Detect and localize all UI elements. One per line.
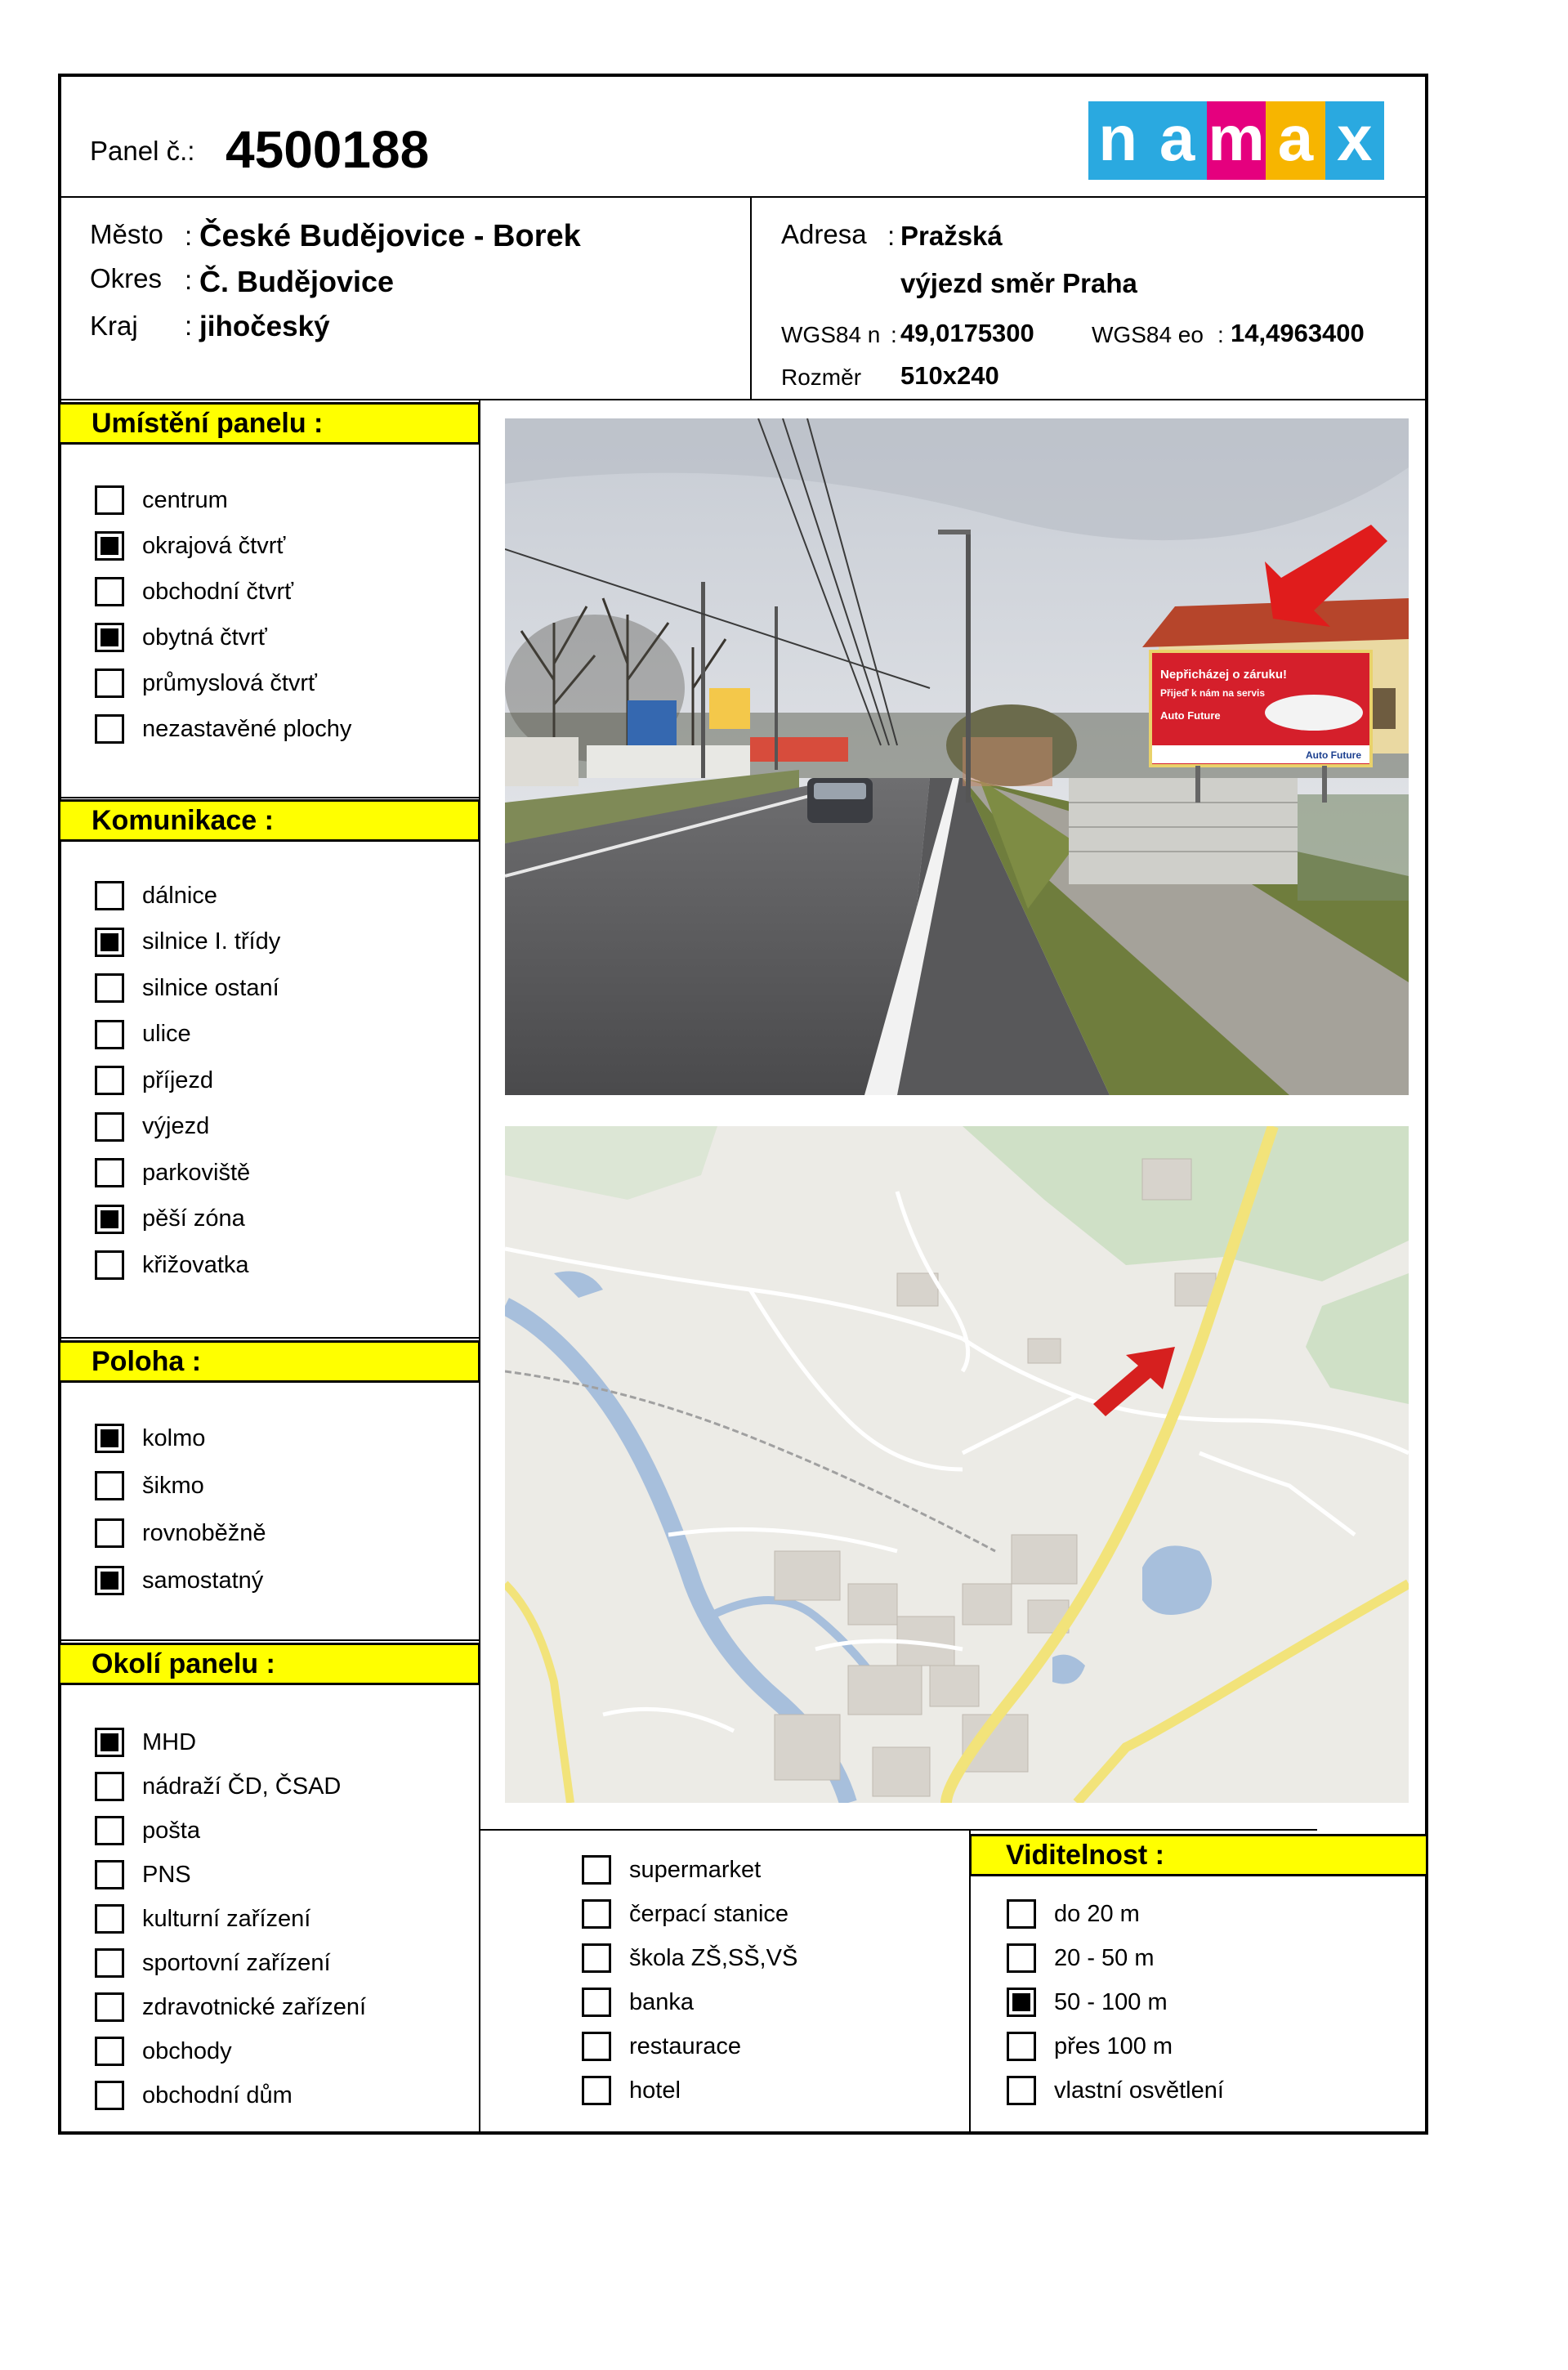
- checkbox-label: 20 - 50 m: [1054, 1944, 1155, 1971]
- checkbox-unchecked[interactable]: [95, 1250, 124, 1280]
- checkbox-label: silnice I. třídy: [142, 928, 281, 955]
- checkbox-row: [1007, 1896, 1140, 1932]
- colon: :: [185, 265, 193, 295]
- checkbox-label: kolmo: [142, 1424, 206, 1451]
- checkbox-unchecked[interactable]: [95, 1904, 124, 1934]
- checkbox-label: nádraží ČD, ČSAD: [142, 1773, 342, 1800]
- checkbox-label: škola ZŠ,SŠ,VŠ: [629, 1944, 798, 1971]
- checkbox-row: [1007, 2073, 1224, 2108]
- logo-letter: m: [1207, 101, 1266, 180]
- address-line2: výjezd směr Praha: [900, 268, 1137, 298]
- colon: :: [1217, 322, 1224, 347]
- logo-letter: x: [1325, 101, 1384, 180]
- city-label: Město: [90, 219, 163, 249]
- checkbox-unchecked[interactable]: [95, 1860, 124, 1889]
- checkbox-label: sportovní zařízení: [142, 1949, 331, 1976]
- checkbox-checked[interactable]: [95, 928, 124, 957]
- colon: :: [891, 322, 897, 347]
- wgs-n-label: WGS84 n: [781, 322, 881, 347]
- checkbox-row: [1007, 1940, 1155, 1976]
- checkbox-row: [95, 665, 317, 701]
- checkbox-label: obchody: [142, 2037, 232, 2064]
- size-label: Rozměr: [781, 364, 862, 390]
- checkbox-unchecked[interactable]: [95, 577, 124, 606]
- section-header-komunikace: Komunikace :: [58, 799, 480, 842]
- checkbox-label: průmyslová čtvrť: [142, 669, 317, 696]
- checkbox-label: hotel: [629, 2077, 681, 2104]
- checkbox-row: [95, 970, 279, 1006]
- checkbox-unchecked[interactable]: [95, 1158, 124, 1187]
- checkbox-row: [95, 711, 351, 747]
- checkbox-label: silnice ostaní: [142, 974, 279, 1001]
- checkbox-unchecked[interactable]: [582, 1943, 611, 1973]
- checkbox-row: [582, 1940, 797, 1976]
- checkbox-row: [95, 1901, 310, 1937]
- panel-photo: [505, 418, 1409, 1095]
- district-label: Okres: [90, 263, 163, 293]
- namax-logo: [1088, 101, 1384, 180]
- checkbox-checked[interactable]: [95, 1424, 124, 1453]
- checkbox-label: supermarket: [629, 1856, 762, 1883]
- checkbox-row: [582, 1984, 694, 2020]
- checkbox-label: pěší zóna: [142, 1205, 245, 1232]
- checkbox-label: vlastní osvětlení: [1054, 2077, 1224, 2104]
- size-value: 510x240: [900, 361, 999, 390]
- checkbox-row: [95, 1857, 191, 1893]
- checkbox-row: [95, 1769, 341, 1804]
- checkbox-row: [1007, 2028, 1173, 2064]
- logo-letter: a: [1147, 101, 1206, 180]
- divider: [479, 1829, 1317, 1831]
- divider: [58, 399, 1428, 400]
- checkbox-row: [95, 1515, 266, 1551]
- checkbox-row: [95, 1468, 204, 1504]
- checkbox-label: banka: [629, 1988, 695, 2015]
- section-header-okoli: Okolí panelu :: [58, 1643, 480, 1685]
- checkbox-row: [95, 1109, 209, 1145]
- checkbox-label: příjezd: [142, 1066, 214, 1093]
- checkbox-checked[interactable]: [95, 531, 124, 561]
- checkbox-unchecked[interactable]: [95, 2037, 124, 2066]
- document-frame: [58, 74, 1428, 2135]
- colon: :: [185, 311, 193, 341]
- checkbox-row: [95, 574, 293, 610]
- panel-number: 4500188: [226, 120, 430, 179]
- checkbox-checked[interactable]: [95, 1728, 124, 1757]
- wgs-e-value: 14,4963400: [1231, 319, 1365, 347]
- city-value: České Budějovice - Borek: [199, 219, 581, 253]
- checkbox-checked[interactable]: [95, 623, 124, 652]
- checkbox-label: šikmo: [142, 1472, 204, 1499]
- checkbox-row: [95, 924, 280, 960]
- checkbox-unchecked[interactable]: [95, 1992, 124, 2022]
- checkbox-row: [95, 1017, 191, 1053]
- checkbox-row: [95, 1724, 196, 1760]
- section-header-viditelnost: Viditelnost :: [969, 1834, 1428, 1876]
- checkbox-label: nezastavěné plochy: [142, 715, 352, 742]
- checkbox-unchecked[interactable]: [95, 1471, 124, 1500]
- checkbox-row: [582, 1852, 761, 1888]
- divider: [750, 196, 752, 400]
- checkbox-unchecked[interactable]: [95, 1948, 124, 1978]
- checkbox-label: přes 100 m: [1054, 2032, 1173, 2059]
- checkbox-row: [95, 1201, 245, 1237]
- checkbox-row: [582, 1896, 788, 1932]
- checkbox-label: zdravotnické zařízení: [142, 1993, 367, 2020]
- logo-letter: n: [1088, 101, 1147, 180]
- checkbox-label: pošta: [142, 1817, 200, 1844]
- colon: :: [887, 221, 896, 251]
- checkbox-unchecked[interactable]: [95, 669, 124, 698]
- checkbox-row: [582, 2073, 681, 2108]
- checkbox-row: [95, 528, 285, 564]
- checkbox-row: [95, 1247, 249, 1283]
- checkbox-label: restaurace: [629, 2032, 742, 2059]
- billboard-headline: Nepřicházej o záruku!: [1160, 668, 1288, 682]
- checkbox-label: do 20 m: [1054, 1900, 1140, 1927]
- section-header-poloha: Poloha :: [58, 1340, 480, 1383]
- checkbox-unchecked[interactable]: [582, 2032, 611, 2061]
- logo-letter: a: [1266, 101, 1325, 180]
- district-value: Č. Budějovice: [199, 265, 395, 298]
- checkbox-label: obytná čtvrť: [142, 624, 267, 651]
- billboard-brand: Auto Future: [1160, 709, 1221, 722]
- location-map: [505, 1126, 1409, 1803]
- checkbox-row: [95, 1062, 213, 1098]
- checkbox-row: [95, 1813, 200, 1849]
- checkbox-checked[interactable]: [95, 1205, 124, 1234]
- checkbox-unchecked[interactable]: [95, 973, 124, 1003]
- region-label: Kraj: [90, 311, 138, 341]
- checkbox-unchecked[interactable]: [582, 1988, 611, 2017]
- divider: [479, 399, 480, 2135]
- checkbox-label: rovnoběžně: [142, 1519, 266, 1546]
- checkbox-unchecked[interactable]: [1007, 2076, 1036, 2105]
- checkbox-label: samostatný: [142, 1567, 264, 1594]
- checkbox-label: obchodní dům: [142, 2082, 293, 2108]
- checkbox-unchecked[interactable]: [95, 1020, 124, 1049]
- checkbox-label: ulice: [142, 1021, 191, 1047]
- wgs-e-label: WGS84 eo: [1092, 322, 1204, 347]
- wgs-n-value: 49,0175300: [900, 319, 1034, 347]
- checkbox-label: výjezd: [142, 1113, 210, 1139]
- checkbox-unchecked[interactable]: [95, 714, 124, 744]
- checkbox-label: křižovatka: [142, 1251, 249, 1278]
- checkbox-label: PNS: [142, 1861, 191, 1888]
- checkbox-row: [95, 878, 217, 914]
- checkbox-unchecked[interactable]: [1007, 2032, 1036, 2061]
- checkbox-label: MHD: [142, 1728, 197, 1755]
- checkbox-unchecked[interactable]: [1007, 1943, 1036, 1973]
- region-value: jihočeský: [199, 311, 330, 342]
- checkbox-unchecked[interactable]: [95, 1816, 124, 1845]
- panel-label: Panel č.:: [90, 136, 195, 166]
- billboard-footer-brand: Auto Future: [1306, 749, 1361, 761]
- checkbox-row: [95, 1989, 366, 2025]
- checkbox-unchecked[interactable]: [1007, 1899, 1036, 1929]
- checkbox-unchecked[interactable]: [582, 1855, 611, 1885]
- address-label: Adresa: [781, 219, 867, 249]
- checkbox-row: [95, 619, 267, 655]
- checkbox-row: [95, 1420, 205, 1456]
- checkbox-checked[interactable]: [95, 1566, 124, 1595]
- divider: [58, 1639, 480, 1641]
- colon: :: [185, 221, 193, 251]
- checkbox-label: 50 - 100 m: [1054, 1988, 1168, 2015]
- checkbox-row: [95, 2077, 293, 2113]
- checkbox-checked[interactable]: [1007, 1988, 1036, 2017]
- divider: [58, 196, 1428, 198]
- checkbox-unchecked[interactable]: [95, 881, 124, 910]
- checkbox-label: parkoviště: [142, 1159, 251, 1186]
- checkbox-unchecked[interactable]: [95, 1772, 124, 1801]
- checkbox-label: okrajová čtvrť: [142, 532, 286, 559]
- checkbox-row: [95, 1563, 263, 1599]
- billboard-subline: Přijeď k nám na servis: [1160, 687, 1266, 699]
- checkbox-label: centrum: [142, 486, 228, 513]
- divider: [58, 797, 480, 798]
- checkbox-unchecked[interactable]: [95, 1066, 124, 1095]
- address-line1: Pražská: [900, 221, 1003, 251]
- checkbox-row: [95, 2033, 232, 2069]
- checkbox-row: [95, 1945, 331, 1981]
- divider: [58, 1337, 480, 1339]
- checkbox-unchecked[interactable]: [95, 1518, 124, 1548]
- checkbox-label: kulturní zařízení: [142, 1905, 311, 1932]
- checkbox-row: [95, 1155, 250, 1191]
- checkbox-row: [1007, 1984, 1168, 2020]
- checkbox-unchecked[interactable]: [95, 2081, 124, 2110]
- checkbox-unchecked[interactable]: [582, 1899, 611, 1929]
- checkbox-unchecked[interactable]: [582, 2076, 611, 2105]
- section-header-umisteni: Umístění panelu :: [58, 402, 480, 445]
- checkbox-label: čerpací stanice: [629, 1900, 789, 1927]
- checkbox-row: [582, 2028, 741, 2064]
- checkbox-row: [95, 482, 228, 518]
- checkbox-unchecked[interactable]: [95, 485, 124, 515]
- checkbox-label: dálnice: [142, 882, 217, 909]
- checkbox-label: obchodní čtvrť: [142, 578, 293, 605]
- checkbox-unchecked[interactable]: [95, 1112, 124, 1142]
